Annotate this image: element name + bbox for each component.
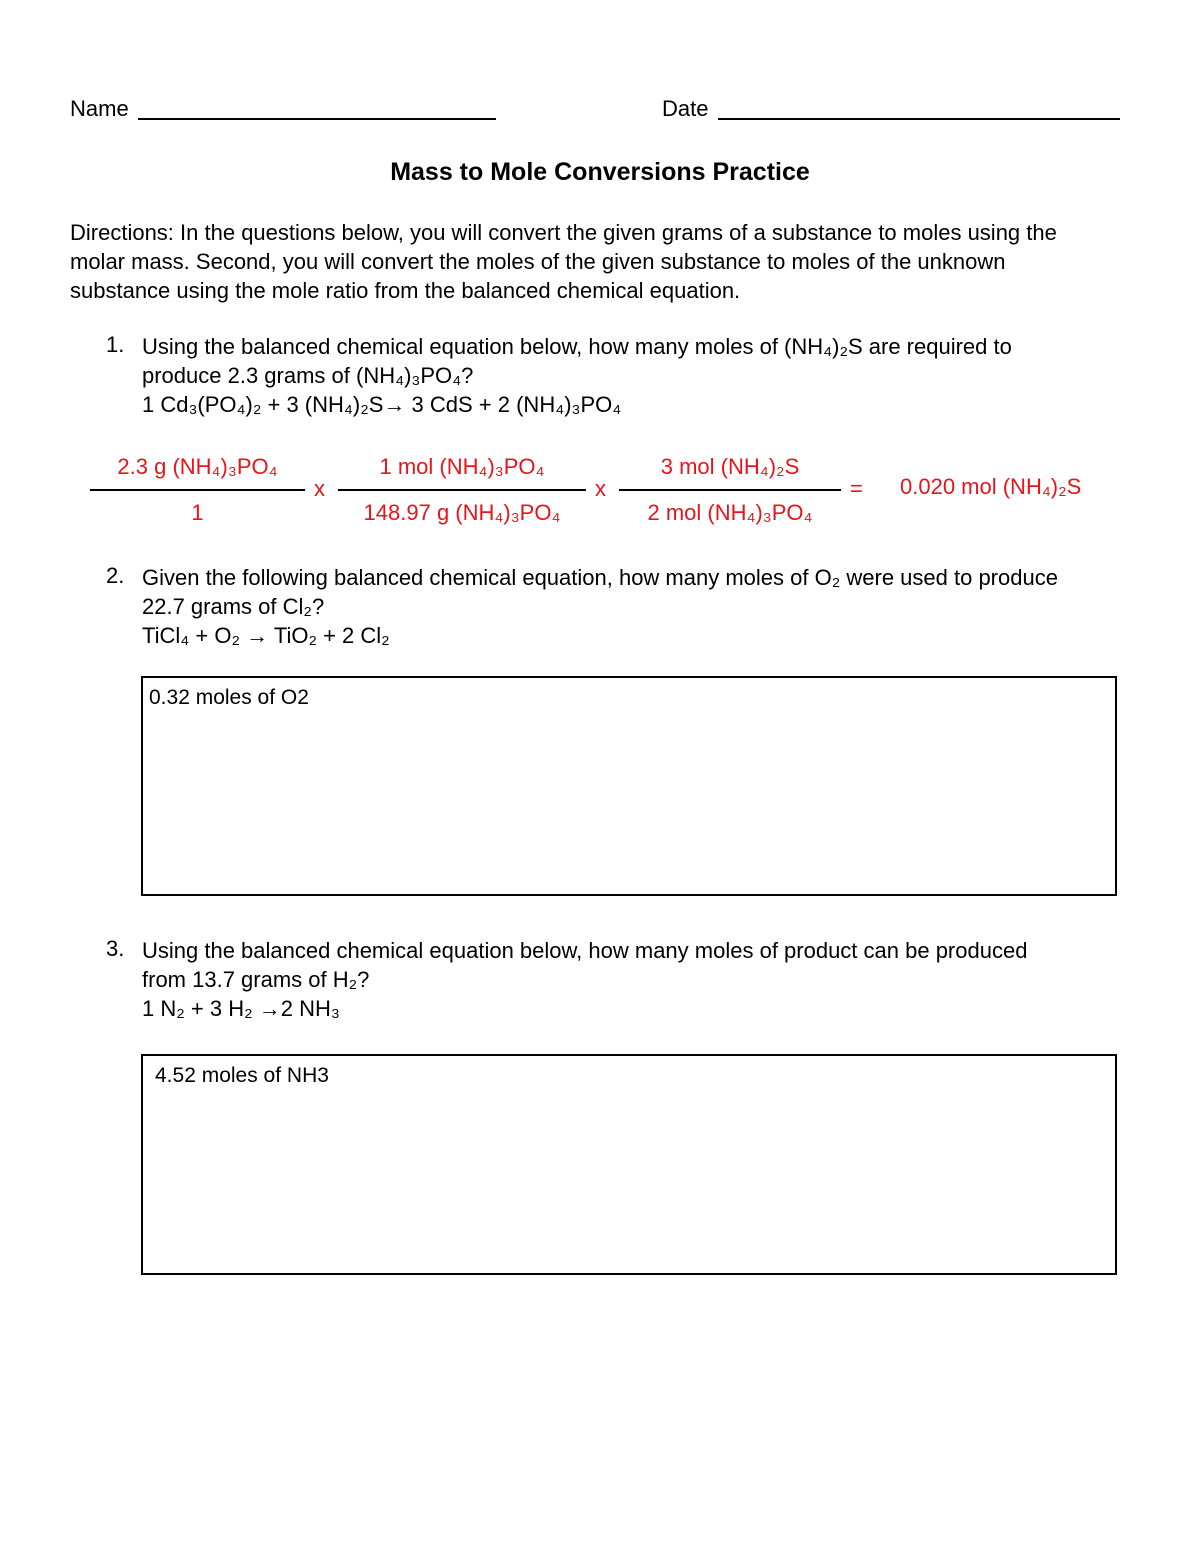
question-1-text (142, 332, 1132, 419)
name-field[interactable] (138, 118, 496, 120)
question-1-line: Using the balanced chemical equation below, how many moles of (NH₄)₂S are required to (142, 334, 1012, 359)
directions-line: molar mass. Second, you will convert the moles of the given substance to moles of the unknown (70, 249, 1006, 274)
question-1-line: produce 2.3 grams of (NH₄)₃PO₄? (142, 363, 474, 388)
multiply-sign: x (595, 476, 606, 501)
question-2-line: 22.7 grams of Cl₂? (142, 594, 325, 619)
solution-result: 0.020 mol (NH₄)₂S (900, 474, 1082, 499)
factor-1-denominator: 1 (191, 500, 204, 525)
answer-box-2[interactable] (141, 676, 1117, 896)
factor-1-numerator: 2.3 g (NH₄)₃PO₄ (117, 454, 278, 479)
answer-3-text: 4.52 moles of NH3 (155, 1064, 329, 1087)
answer-box-3[interactable] (141, 1054, 1117, 1275)
question-2-equation: TiCl₄ + O₂ → TiO₂ + 2 Cl₂ (142, 623, 390, 648)
question-3-equation: 1 N₂ + 3 H₂ →2 NH₃ (142, 996, 340, 1021)
factor-3-denominator: 2 mol (NH₄)₃PO₄ (647, 500, 813, 525)
question-3-number: 3. (106, 936, 125, 961)
fraction-bar (619, 489, 841, 491)
factor-3-numerator: 3 mol (NH₄)₂S (660, 454, 800, 479)
directions-line: substance using the mole ratio from the balanced chemical equation. (70, 278, 741, 303)
directions-line: Directions: In the questions below, you will convert the given grams of a substance to moles using the (70, 220, 1057, 245)
question-1-equation: 1 Cd₃(PO₄)₂ + 3 (NH₄)₂S→ 3 CdS + 2 (NH₄)₃PO₄ (142, 392, 622, 417)
factor-2-denominator: 148.97 g (NH₄)₃PO₄ (363, 500, 561, 525)
date-label: Date (662, 96, 709, 121)
directions (70, 218, 1140, 305)
fraction-bar (338, 489, 586, 491)
question-1-number: 1. (106, 332, 125, 357)
page-title: Mass to Mole Conversions Practice (390, 158, 810, 186)
multiply-sign: x (314, 476, 325, 501)
question-2-line: Given the following balanced chemical equation, how many moles of O₂ were used to produce (142, 565, 1058, 590)
question-3-text (142, 936, 1132, 1023)
name-label: Name (70, 96, 129, 121)
equals-sign: = (850, 476, 863, 501)
question-2-text (142, 563, 1132, 650)
date-field[interactable] (718, 118, 1120, 120)
factor-2-numerator: 1 mol (NH₄)₃PO₄ (379, 454, 545, 479)
fraction-bar (90, 489, 305, 491)
question-3-line: Using the balanced chemical equation below, how many moles of product can be produced (142, 938, 1028, 963)
question-3-line: from 13.7 grams of H₂? (142, 967, 370, 992)
question-2-number: 2. (106, 563, 125, 588)
answer-2-text: 0.32 moles of O2 (149, 686, 309, 709)
